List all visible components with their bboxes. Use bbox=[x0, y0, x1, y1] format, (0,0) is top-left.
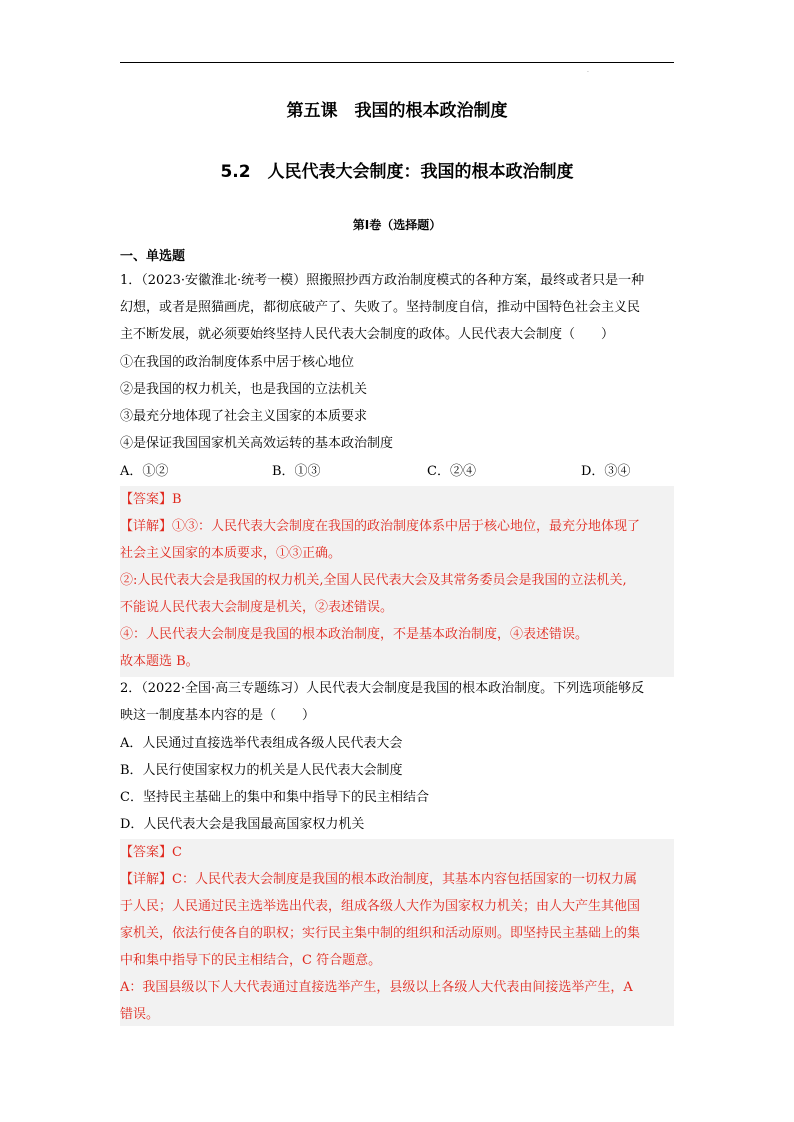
q1-item-3: ③最充分地体现了社会主义国家的本质要求 bbox=[120, 409, 368, 424]
q1-option-c: C．②④ bbox=[427, 464, 476, 479]
section-title: 5.2 人民代表大会制度：我国的根本政治制度 bbox=[220, 162, 574, 182]
q2-explain-line-4: 中和集中指导下的民主相结合，C 符合题意。 bbox=[120, 953, 382, 968]
q2-stem-line-1: 2．（2022·全国·高三专题练习）人民代表大会制度是我国的根本政治制度。下列选项能够反 bbox=[120, 681, 645, 696]
q2-option-b: B．人民行使国家权力的机关是人民代表大会制度 bbox=[120, 763, 403, 778]
part-heading: 一、单选题 bbox=[120, 249, 186, 264]
volume-heading: 第Ⅰ卷（选择题） bbox=[352, 218, 442, 232]
q1-explain-line-2: 社会主义国家的本质要求，①③正确。 bbox=[120, 546, 342, 561]
q2-explain-line-3: 家机关，依法行使各自的职权；实行民主集中制的组织和活动原则。即坚持民主基础上的集 bbox=[120, 926, 641, 941]
q1-option-b: B．①③ bbox=[272, 464, 321, 479]
q2-option-c: C．坚持民主基础上的集中和集中指导下的民主相结合 bbox=[120, 790, 429, 805]
q1-explain-line-6: 故本题选 B。 bbox=[120, 654, 199, 669]
q1-item-4: ④是保证我国国家机关高效运转的基本政治制度 bbox=[120, 436, 394, 451]
q2-stem-line-2: 映这一制度基本内容的是（ ） bbox=[120, 708, 316, 723]
q1-explain-line-5: ④：人民代表大会制度是我国的根本政治制度，不是基本政治制度，④表述错误。 bbox=[120, 627, 589, 642]
q1-item-2: ②是我国的权力机关，也是我国的立法机关 bbox=[120, 382, 368, 397]
q1-explain-line-4: 不能说人民代表大会制度是机关，②表述错误。 bbox=[120, 600, 394, 615]
q2-option-d: D．人民代表大会是我国最高国家权力机关 bbox=[120, 817, 365, 832]
header-rule bbox=[120, 62, 674, 63]
header-dot: . bbox=[587, 67, 589, 74]
q1-item-1: ①在我国的政治制度体系中居于核心地位 bbox=[120, 355, 355, 370]
q1-stem-line-2: 幻想，或者是照猫画虎，都彻底破产了、失败了。坚持制度自信，推动中国特色社会主义民 bbox=[120, 300, 641, 315]
q2-explain-line-5: A：我国县级以下人大代表通过直接选举产生，县级以上各级人大代表由间接选举产生，A bbox=[120, 980, 633, 995]
q1-options bbox=[120, 458, 674, 485]
q1-stem-line-1: 1．（2023·安徽淮北·统考一模）照搬照抄西方政治制度模式的各种方案，最终或者只是一种 bbox=[120, 273, 645, 288]
q1-explain-line-3: ②:人民代表大会是我国的权力机关,全国人民代表大会及其常务委员会是我国的立法机关, bbox=[120, 573, 627, 588]
q1-stem-line-3: 主不断发展，就必须要始终坚持人民代表大会制度的政体。人民代表大会制度（ ） bbox=[120, 327, 615, 342]
q2-option-a: A．人民通过直接选举代表组成各级人民代表大会 bbox=[120, 736, 403, 751]
q2-explain-line-2: 于人民；人民通过民主选举选出代表，组成各级人大作为国家权力机关；由人大产生其他国 bbox=[120, 899, 641, 914]
q2-explain-line-1: 【详解】C：人民代表大会制度是我国的根本政治制度，其基本内容包括国家的一切权力属 bbox=[120, 872, 637, 887]
q2-explain-line-6: 错误。 bbox=[120, 1007, 160, 1022]
lesson-title: 第五课 我国的根本政治制度 bbox=[286, 101, 508, 121]
q1-answer: 【答案】B bbox=[120, 492, 182, 507]
q1-explain-line-1: 【详解】①③：人民代表大会制度在我国的政治制度体系中居于核心地位，最充分地体现了 bbox=[120, 519, 641, 534]
q2-answer: 【答案】C bbox=[120, 845, 182, 860]
q1-option-d: D．③④ bbox=[581, 464, 631, 479]
q1-option-a: A．①② bbox=[120, 464, 169, 479]
